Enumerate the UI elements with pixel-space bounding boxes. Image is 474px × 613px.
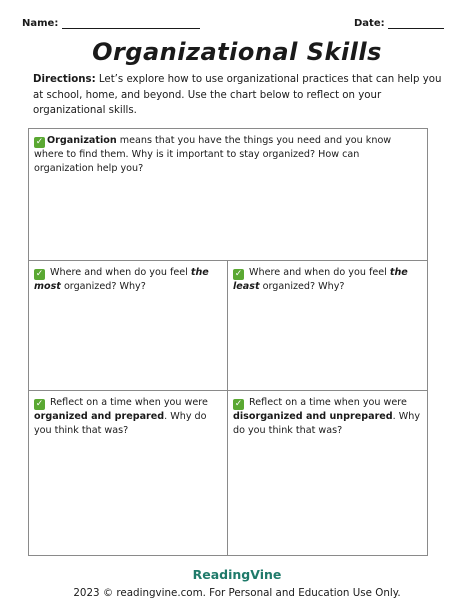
check-icon: ✓ — [35, 269, 44, 279]
cell-prompt: Where and when do you feel — [47, 267, 191, 278]
cell-prompt-end: organized? Why? — [60, 281, 146, 292]
name-label: Name: — [22, 18, 59, 29]
cell-prompt: Reflect on a time when you were — [246, 397, 407, 408]
cell-organization[interactable] — [29, 129, 427, 261]
cell-emphasis: organized and prepared — [34, 411, 165, 422]
check-icon: ✓ — [35, 137, 44, 147]
cell-prompt: means that you have the things you need and you know where to find them. Why is it important to stay organized? How can organization help you? — [34, 135, 392, 174]
check-icon: ✓ — [234, 399, 243, 409]
cell-organized-prepared[interactable] — [29, 391, 228, 555]
directions — [33, 72, 443, 119]
directions-text: Let’s explore how to use organizational practices that can help you at school, home, and beyond. Use the chart below to reflect on your organizational skills. — [33, 74, 442, 116]
footer-text: 2023 © readingvine.com. For Personal and Education Use Only. — [73, 587, 401, 599]
cell-disorganized-unprepared[interactable] — [228, 391, 427, 555]
brand-logo: ReadingVine — [192, 567, 282, 582]
cell-prompt-end: . Why do you think that was? — [233, 411, 421, 436]
cell-prompt: Where and when do you feel — [246, 267, 390, 278]
date-line[interactable] — [388, 19, 444, 29]
cell-prompt-end: organized? Why? — [259, 281, 345, 292]
cell-prompt: Reflect on a time when you were — [47, 397, 208, 408]
date-label: Date: — [354, 18, 385, 29]
name-field[interactable] — [22, 18, 200, 29]
directions-label: Directions: — [33, 74, 96, 85]
page-title: Organizational Skills — [92, 38, 382, 66]
cell-prompt-end: . Why do you think that was? — [34, 411, 207, 436]
cell-term: Organization — [47, 135, 117, 146]
cell-emphasis: disorganized and unprepared — [233, 411, 393, 422]
cell-least-organized[interactable] — [228, 261, 427, 391]
cell-emphasis: the most — [34, 267, 209, 292]
name-line[interactable] — [62, 19, 200, 29]
check-icon: ✓ — [234, 269, 243, 279]
check-icon: ✓ — [35, 399, 44, 409]
reflection-chart — [28, 128, 428, 556]
cell-most-organized[interactable] — [29, 261, 228, 391]
cell-emphasis: the least — [233, 267, 408, 292]
date-field[interactable] — [354, 18, 444, 29]
